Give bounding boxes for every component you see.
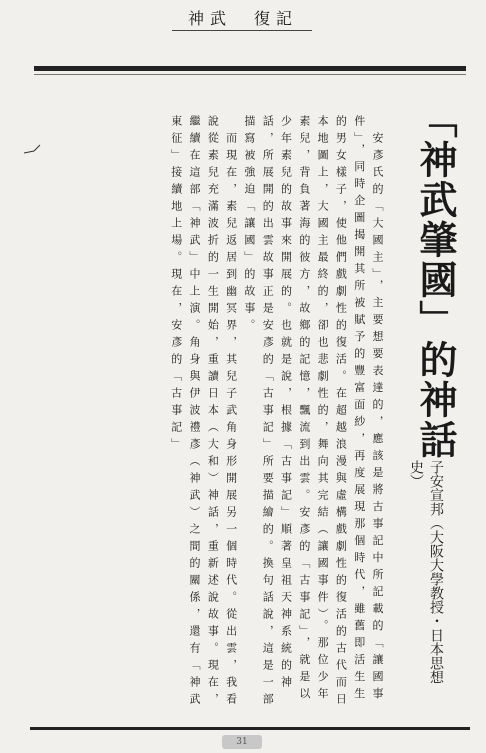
- running-header: 神武 復記: [187, 9, 298, 28]
- paragraph-1: 安彥氏的「大國主」，主要想要表達的，應該是將古事記中所記載的「讓國事件」，同時企圖揭開其所被賦予的豐富面紗，再度展現那個時代，雖舊即活生生的男女樣子，使他們戲劇性的復活。在超越浪漫與虛構戲劇性的復活的古代而日本地圖上，大國主最終的，卻也悲劇性的，舞向其完結（讓國事件）。那位少年素兒，背負著海的彼方，故鄉的記憶，飄流到出雲。安彥的「古事記」，就是以少年素兒的故事來開展的。也就是說，根據「古事記」順著皇祖天神系統的神話，所展開的出雲故事正是安彥的「古事記」所要描繪的。換句話說，這是一部描寫被強迫「讓國」的故事。: [242, 115, 384, 710]
- bottom-rule: [30, 727, 470, 730]
- top-rule: [34, 66, 466, 71]
- article-author: 子安宣邦（大阪大學教授・日本思想史）: [408, 460, 444, 684]
- header-underline: [172, 30, 312, 31]
- article-title: 「神武肇國」的神話: [413, 100, 458, 460]
- pen-annotation-mark: [22, 135, 62, 175]
- top-rule-thin: [34, 74, 466, 75]
- article-body: [46, 115, 386, 720]
- page-number: 31: [222, 735, 262, 749]
- paragraph-2: 而現在，素兒返居到幽冥界，其兒子武角身形開展另一個時代。從出雲，我看說從素兒充滿波折的一生開始，重讀日本（大和）神話，重新述說故事。現在，繼續在這部「神武」中上演。角身與伊波禮彥（神武）之間的關係，還有「神武東征」接續地上場。現在，安彥的「古事記」: [169, 115, 238, 710]
